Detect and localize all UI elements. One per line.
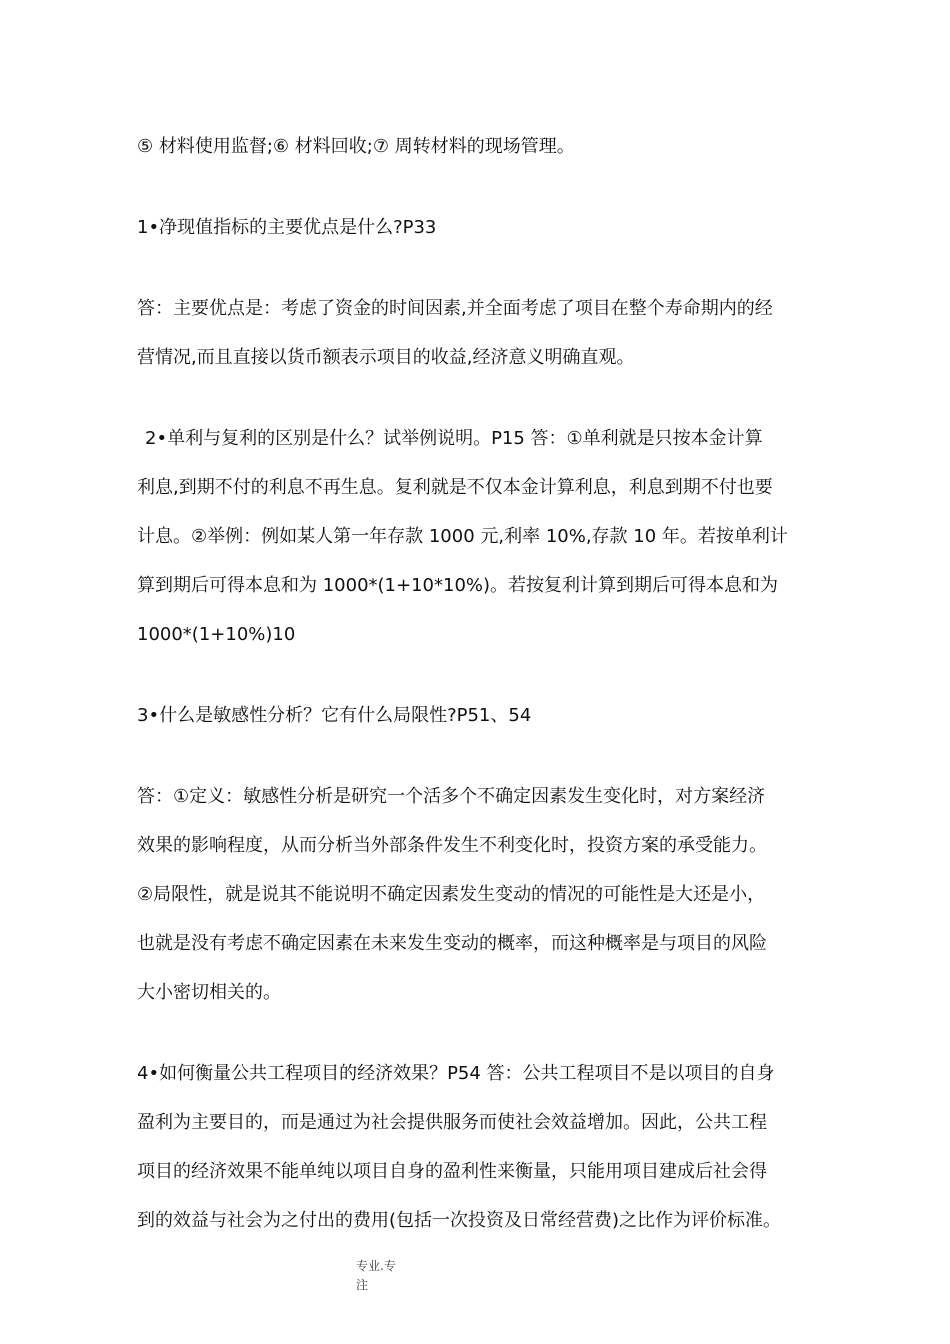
text-line: 算到期后可得本息和为 1000*(1+10*10%)。若按复利计算到期后可得本息和为 xyxy=(137,575,779,596)
text-line: 1•净现值指标的主要优点是什么?P33 xyxy=(137,217,437,238)
page-footer xyxy=(356,1257,436,1295)
document-body xyxy=(137,122,827,1245)
text-line: 大小密切相关的。 xyxy=(137,982,281,1003)
question-4 xyxy=(137,1049,827,1245)
text-line: 盈利为主要目的，而是通过为社会提供服务而使社会效益增加。因此，公共工程 xyxy=(137,1112,767,1133)
footer-line-2: 注 xyxy=(356,1278,369,1292)
paragraph-gap xyxy=(137,740,827,772)
question-1 xyxy=(137,203,827,252)
paragraph-gap xyxy=(137,659,827,691)
text-line: 计息。②举例：例如某人第一年存款 1000 元,利率 10%,存款 10 年。若按单利计 xyxy=(137,526,788,547)
question-2 xyxy=(137,414,827,659)
text-line: 利息,到期不付的利息不再生息。复利就是不仅本金计算利息，利息到期不付也要 xyxy=(137,477,773,498)
paragraph-gap xyxy=(137,252,827,284)
paragraph-gap xyxy=(137,171,827,203)
text-line: 答：①定义：敏感性分析是研究一个活多个不确定因素发生变化时，对方案经济 xyxy=(137,786,766,807)
answer-3 xyxy=(137,772,827,1017)
text-line: ②局限性，就是说其不能说明不确定因素发生变动的情况的可能性是大还是小， xyxy=(137,884,766,905)
text-line: 4•如何衡量公共工程项目的经济效果？P54 答：公共工程项目不是以项目的自身 xyxy=(137,1063,775,1084)
text-line: 答：主要优点是：考虑了资金的时间因素,并全面考虑了项目在整个寿命期内的经 xyxy=(137,298,773,319)
text-line: 项目的经济效果不能单纯以项目自身的盈利性来衡量，只能用项目建成后社会得 xyxy=(137,1161,767,1182)
text-line: 也就是没有考虑不确定因素在未来发生变动的概率，而这种概率是与项目的风险 xyxy=(137,933,767,954)
text-line: 1000*(1+10%)10 xyxy=(137,624,296,645)
paragraph-gap xyxy=(137,1017,827,1049)
text-line: 效果的影响程度，从而分析当外部条件发生不利变化时，投资方案的承受能力。 xyxy=(137,835,767,856)
paragraph-gap xyxy=(137,382,827,414)
text-line: 2•单利与复利的区别是什么？试举例说明。P15 答：①单利就是只按本金计算 xyxy=(145,428,763,449)
footer-line-1: 专业.专 xyxy=(356,1259,396,1273)
text-line: 营情况,而且直接以货币额表示项目的收益,经济意义明确直观。 xyxy=(137,347,635,368)
question-3 xyxy=(137,691,827,740)
answer-1 xyxy=(137,284,827,382)
text-line: 3•什么是敏感性分析？它有什么局限性?P51、54 xyxy=(137,705,532,726)
text-line: 到的效益与社会为之付出的费用(包括一次投资及日常经营费)之比作为评价标准。 xyxy=(137,1210,782,1231)
text-line: ⑤ 材料使用监督;⑥ 材料回收;⑦ 周转材料的现场管理。 xyxy=(137,136,575,157)
intro-paragraph xyxy=(137,122,827,171)
